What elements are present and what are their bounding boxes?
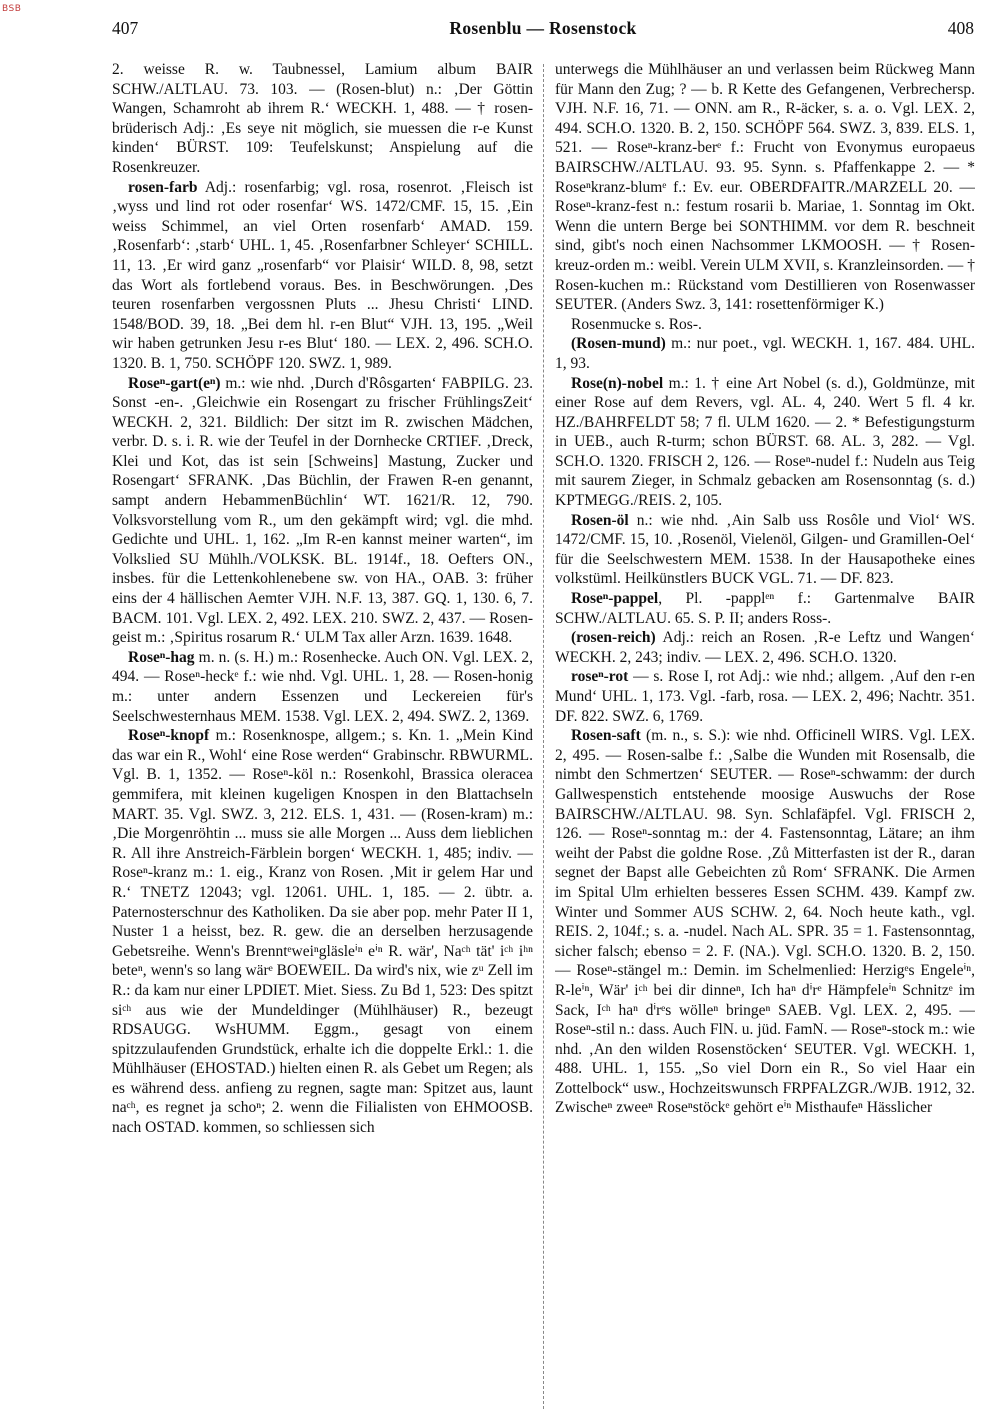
entry-text: m.: 1. † eine Art Nobel (s. d.), Goldmünze, mit einer Rose auf dem Revers, vgl. AL. 4, 240. Wert 5 fl. 4 kr. HZ./BAHRFELDT 58; 7 fl. ULM 1620. — 2. * Befestigungsturm in UEB., auch R-turm; schon BÜRST. 68. AL. 3, 282. — Vgl. SCH.O. 1320. FRISCH 2, 126. — Roseⁿ-nudel f.: Nudeln aus Teig mit saurem Zieger, in Schmalz gebacken am Rosensonntag (s. d.) KPTMEGG./REIS. 2, 105. [555, 374, 975, 510]
entry-text: m.: Rosenknospe, allgem.; s. Kn. 1. „Mein Kind das war ein R., Wohl‘ eine Rose werden“ Grabinschr. RBWURML. Vgl. B. 1, 1352. — Roseⁿ-köl n.: Rosenkohl, Brassica oleracea gemmifera, mit kleinen kugeligen Knospen in den Blattachseln MART. 35. Vgl. SWZ. 3, 212. ELS. 1, 431. — (Rosen-kram) m.: ‚Die Morgenröhtin ... muss sie alle Morgen ... Auss dem lieblichen R. All ihre Anstreich-Färblein borgen‘ WECKH. 1, 485; indiv. — Roseⁿ-kranz m.: 1. eig., Kranz von Rosen. ‚Mit ir gelem Har und R.‘ TNETZ 12043; vgl. 12061. UHL. 1, 185. — 2. übtr. a. Paternosterschnur des Katholiken. Da sie aber pop. mehr Pater II 1, Nuster 1 a heisst, bez. R. gew. die an derselben herzusagende Gebetsreihe. Wenn's Brenntᵉweiⁿgläsleⁱⁿ eⁱⁿ R. wär', Naᶜʰ tät' iᶜʰ iʰⁿ beteⁿ, wenn's so lang wärᵉ BOEWEIL. Da wird's nix, wie zᵘ Zell im R.: da kam nur einer LPDIET. Miet. Siess. Zu Bd 1, 523: Des spitzt siᶜʰ aus wie der Mundeldinger (Mühlhäuser) R., bezeugt RDSAUGG. WsHUMM. Eggm., gesagt von einem spitzzulaufenden Grundstück, erhalte ich die doppelte Erkl.: 1. die Mühlhäuser (EHOSTAD.) hielten einen R. als Gebet um Regen; als es während dess. anfieng zu regnen, sagte man: Spitzet aus, launt naᶜʰ, es regnet ja schoⁿ; 2. wenn die Filialisten von EHMOOSB. nach OSTAD. kommen, so schliessen sich [112, 727, 533, 1137]
page-number-right: 408 [947, 18, 974, 38]
entry-headword: (rosen-reich) [571, 629, 656, 647]
left-paragraph [112, 178, 533, 374]
entry-headword: Rosen-öl [571, 511, 629, 529]
entry-text: 2. weisse R. w. Taubnessel, Lamium album BAIR SCHW./ALTLAU. 73. 103. — (Rosen-blut) n.: ‚Der Göttin Wangen, Schamroht ab ihrem R.‘ WECKH. 1, 488. — † rosen-brüderisch Adj.: ‚Es seye nit möglich, sie muessen die r-e Kunst kinden‘ BÜRST. 109: Teufelskunst; Anspielung auf die Rosenkreuzer. [112, 61, 533, 176]
entry-headword: Roseⁿ-hag [128, 648, 195, 666]
right-paragraph [555, 60, 975, 315]
page-header [112, 16, 974, 44]
column-divider [543, 64, 544, 1409]
entry-text: , Pl. -papplᵉⁿ f.: Gartenmalve BAIR SCHW./ALTLAU. 65. S. P. II; anders Ross-. [555, 590, 975, 627]
entry-text: unterwegs die Mühlhäuser an und verlassen beim Rückweg Mann für Mann den Zug; ? — b. R Kette des Gefangenen, Verbrechersp. VJH. N.F. 16, 71. — ONN. am R., R-äcker, s. a. o. Vgl. LEX. 2, 494. SCH.O. 1320. B. 2, 150. SCHÖPF 564. SWZ. 3, 839. ELS. 1, 521. — Roseⁿ-kranz-berᵉ f.: Frucht von Evonymus europaeus BAIRSCHW./ALTLAU. 93. 95. Synn. s. Pfaffenkappe 2. — * Roseⁿkranz-blumᵉ f.: Ev. eur. OBERDFAITR./MARZELL 20. — Roseⁿ-kranz-fest n.: festum rosarii b. Mariae, 1. Sonntag im Okt. Wenn die untern Berge bei SONTHIMM. vor dem R. beschneit sind, gibt's noch einen Nachsommer LKMOOSH. — † Rosen-kreuz-orden m.: weibl. Verein ULM XVII, s. Kranzleinsorden. — † Rosen-kuchen m.: Rückstand vom Destillieren von Rosenwasser SEUTER. (Anders Swz. 3, 141: rosettenförmiger K.) [555, 61, 975, 314]
right-paragraph [555, 374, 975, 511]
entry-text: m. n. (s. H.) m.: Rosenhecke. Auch ON. Vgl. LEX. 2, 494. — Roseⁿ-heckᵉ f.: wie nhd. Vgl. UHL. 1, 28. — Rosen-honig m.: unter andern Essenzen und Leckereien für's Seelschwesternhaus MEM. 1538. Vgl. LEX. 2, 494. SWZ. 2, 1369. [112, 648, 533, 725]
entry-headword: rosen-farb [128, 178, 198, 196]
entry-headword: Roseⁿ-knopf [128, 727, 210, 745]
left-paragraph [112, 374, 533, 648]
right-paragraph [555, 667, 975, 726]
entry-headword: roseⁿ-rot [571, 668, 629, 686]
entry-text: n.: wie nhd. ‚Ain Salb uss Rosôle und Viol‘ WS. 1472/CMF. 15, 10. ‚Rosenöl, Vielenöl, Gilgen- und Gramillen-Oel‘ für die Seelschwestern MEM. 1538. In der Hausapotheke eines volkstüml. Heilkünstlers BUCK VGL. 71. — DF. 823. [555, 511, 975, 588]
left-paragraph [112, 60, 533, 178]
left-column [112, 60, 533, 1415]
entry-text: m.: nur poet., vgl. WECKH. 1, 167. 484. UHL. 1, 93. [555, 335, 975, 372]
right-paragraph [555, 628, 975, 667]
entry-text: (m. n., s. S.): wie nhd. Officinell WIRS. Vgl. LEX. 2, 495. — Rosen-salbe f.: ‚Salbe die Wunden mit Rosensalb, die nimbt den Schmertzen‘ SEUTER. — Roseⁿ-schwamm: der durch Gallwespenstich entstehende moosige Auswuchs der Rose BAIRSCHW./ALTLAU. 98. Syn. Schlafäpfel. Vgl. FRISCH 2, 126. — Roseⁿ-sonntag m.: der 4. Fastensonntag, Lätare; an ihm weiht der Pabst die goldne Rose. ‚Zů Mitterfasten ist der R., daran segnet der Bapst alle Gebeichten zů Rom‘ SFRANK. Die Armen im Spital Ulm erhielten besseres Essen SCHM. 439. Kampf zw. Winter und Sommer AUS SCHW. 2, 64. Noch heute kath., vgl. REIS. 2, 104f.; s. a. -nudel. Nach AL. SPR. 35 = 1. Fastensonntag, sicher falsch; ebenso = 2. F. (NA.). Vgl. SCH.O. 1320. B. 2, 150. — Roseⁿ-stängel m.: Demin. im Schelmenlied: Herzigᵉs Engeleⁱⁿ, R-leⁱⁿ, Wär' iᶜʰ bei dir dinneⁿ, Ich haⁿ dⁱrᵉ Hämpfeleⁱⁿ Schnitzᵉ im Sack, Iᶜʰ haⁿ dⁱrᵉs wölleⁿ bringeⁿ SAEB. Vgl. LEX. 2, 495. — Roseⁿ-stil n.: dass. Auch FlN. u. jüd. FamN. — Roseⁿ-stock m.: wie nhd. ‚An den wilden Rosenstöcken‘ SEUTER. Vgl. WECKH. 1, 488. UHL. 1, 155. „So viel Dorn ein R., So viel Haar ein Zottelbock“ usw., Hochzeitswunsch FRPFALZGR./WJB. 1912, 32. Zwischeⁿ zweeⁿ Roseⁿstöckᵉ gehört eⁱⁿ Misthaufeⁿ Hässlicher [555, 727, 975, 1117]
right-paragraph [555, 511, 975, 589]
left-paragraph [112, 648, 533, 726]
page-number-left: 407 [112, 18, 139, 38]
right-paragraph [555, 334, 975, 373]
right-paragraph [555, 315, 975, 335]
entry-text: Adj.: reich an Rosen. ‚R-e Leftz und Wangen‘ WECKH. 2, 243; indiv. — LEX. 2, 496. SCH.O. 1320. [555, 629, 975, 666]
right-paragraph [555, 589, 975, 628]
entry-headword: Rosen-saft [571, 727, 641, 745]
entry-text: — s. Rose I, rot Adj.: wie nhd.; allgem. ‚Auf den r-en Mund‘ UHL. 1, 173. Vgl. -farb, rosa. — LEX. 2, 496; Nachtr. 351. DF. 822. SWZ. 6, 1769. [555, 668, 975, 725]
right-paragraph [555, 726, 975, 1118]
left-paragraph [112, 726, 533, 1137]
entry-headword: (Rosen-mund) [571, 335, 666, 353]
entry-text: m.: wie nhd. ‚Durch d'Rôsgarten‘ FABPILG. 23. Sonst -en-. ‚Gleichwie ein Rosengart zu frischer FrühlingsZeit‘ WECKH. 2, 321. Bildlich: Der sitzt im R. zwischen Mädchen, verbr. D. s. i. R. wie der Teufel in der Dornhecke CRTIEF. ‚Dreck, Klei und Kot, das ist sein [Schweins] Mastung, Zucker und Rosengart‘ SFRANK. ‚Das Büchlin, der Frawen R-en genannt, sampt andern HebammenBüchlin‘ WT. 1621/R. 12, 790. Volksvorstellung vom R., um den gekämpft wird; vgl. die mhd. Gedichte und UHL. 1, 162. „Im R-en kannst meiner warten“, im Volkslied SU Mühlh./VOLKSK. BL. 1914f., 18. Oefters ON., insbes. für die Lettenkohlenebene sw. von HA., OAB. 3: früher eins der 4 hällischen Aemter VJH. N.F. 13, 387. GQ. 1, 130. 6, 7. BACM. 101. Vgl. LEX. 2, 492. LEX. 210. SWZ. 2, 437. — Rosen-geist m.: ‚Spiritus rosarum R.‘ ULM Tax aller Arzn. 1639. 1648. [112, 374, 533, 647]
running-head: Rosenblu — Rosenstock [449, 18, 637, 38]
entry-text: Rosenmucke s. Ros-. [571, 315, 702, 333]
library-stamp: BSB [2, 4, 22, 14]
entry-text: Adj.: rosenfarbig; vgl. rosa, rosenrot. ‚Fleisch ist ‚wyss und lind rot oder rosenfar‘ WS. 1472/CMF. 15, 15. ‚Ein weiss Schimmel, an viel Orten rosenfarb‘ AMAD. 159. ‚Rosenfarb‘: ‚starb‘ UHL. 1, 45. ‚Rosenfarbner Schleyer‘ SCHILL. 11, 13. ‚Er wird ganz „rosenfarb“ vor Plaisir‘ WILD. 8, 98, setzt das Wort als fortlebend voraus. Bes. in Beschwörungen. ‚Des teuren rosenfarben vergossnen Pluts ... Jhesu Christi‘ LIND. 1548/BOD. 39, 18. „Bei dem hl. r-en Blut“ VJH. 13, 195. „Weil wir haben getrunken Jesu r-es Blut‘ 180. — LEX. 2, 496. SCH.O. 1320. B. 1, 750. SCHÖPF 120. SWZ. 1, 989. [112, 178, 533, 372]
right-column [555, 60, 975, 1415]
entry-headword: Roseⁿ-gart(eⁿ) [128, 374, 221, 392]
entry-headword: Roseⁿ-pappel [571, 590, 659, 608]
entry-headword: Rose(n)-nobel [571, 374, 664, 392]
